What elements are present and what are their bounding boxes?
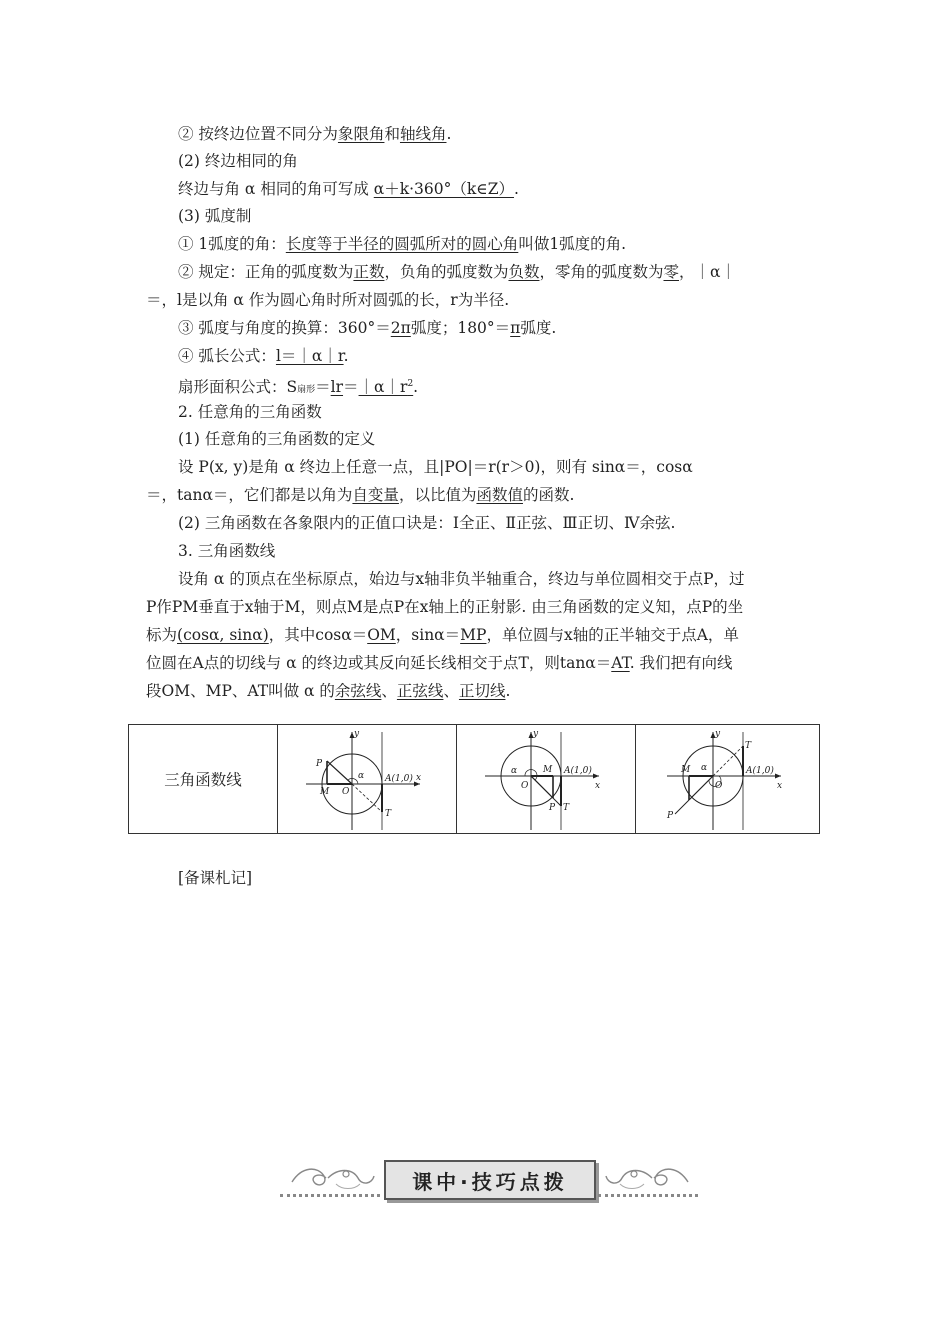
point-a-label: A(1,0) [745, 766, 774, 776]
point-p-label: P [549, 803, 556, 813]
text-line-9: ④ 弧长公式：l＝｜α｜r. [178, 347, 349, 365]
text-line-17: 设角 α 的顶点在坐标原点，始边与x轴非负半轴重合，终边与单位圆相交于点P，过 [178, 570, 745, 588]
text-line-7: ＝，l是以角 α 作为圆心角时所对圆弧的长，r为半径. [146, 291, 510, 309]
point-p-label: P [666, 811, 673, 821]
text-line-2: (2) 终边相同的角 [178, 152, 298, 170]
text-line-8: ③ 弧度与角度的换算：360°＝2π弧度；180°＝π弧度. [178, 319, 557, 337]
x-axis-label: x [595, 781, 601, 791]
figure-cell-2 [457, 725, 636, 834]
text-line-18: P作PM垂直于x轴于M，则点M是点P在x轴上的正射影. 由三角函数的定义知，点P的坐 [146, 598, 744, 616]
text-line-11: 2. 任意角的三角函数 [178, 403, 322, 421]
right-ornament-icon [602, 1160, 692, 1194]
text-line-19: 标为(cosα, sinα)，其中cosα＝OM，sinα＝MP，单位圆与x轴的正半轴交于点A，单 [146, 626, 739, 644]
text-line-12: (1) 任意角的三角函数的定义 [178, 430, 376, 448]
text-line-6: ② 规定：正角的弧度数为正数，负角的弧度数为负数，零角的弧度数为零，｜α｜ [178, 263, 736, 281]
point-m-label: M [680, 765, 690, 775]
left-ornament-icon [288, 1160, 378, 1194]
y-axis-label: y [533, 729, 539, 739]
unit-circle-figure-quadrant-2 [292, 726, 442, 832]
figure-cell-1 [278, 725, 457, 834]
y-axis-label: y [354, 729, 360, 739]
origin-label: O [714, 781, 722, 791]
origin-label: O [342, 787, 350, 797]
text-line-4: (3) 弧度制 [178, 207, 252, 225]
unit-circle-figure-quadrant-4 [653, 726, 803, 832]
text-line-10: 扇形面积公式：S扇形$=lr=|\alpha|r^2$. [178, 378, 419, 397]
left-dotted-rule [280, 1194, 380, 1200]
point-m-label: M [320, 787, 330, 797]
figure-cell-3 [636, 725, 820, 834]
text-line-1: ② 按终边位置不同分为象限角和轴线角. [178, 125, 452, 143]
alpha-label: α [700, 763, 707, 773]
right-dotted-rule [598, 1194, 698, 1200]
text-line-3: 终边与角 α 相同的角可写成 α＋k·360°（k∈Z）. [178, 180, 519, 198]
text-line-15: (2) 三角函数在各象限内的正值口诀是：Ⅰ全正、Ⅱ正弦、Ⅲ正切、Ⅳ余弦. [178, 514, 676, 532]
text-line-21: 段OM、MP、AT叫做 α 的余弦线、正弦线、正切线. [146, 682, 511, 700]
unit-circle-figure-quadrant-3 [471, 726, 621, 832]
point-m-label: M [543, 765, 553, 775]
trig-lines-table [128, 724, 820, 834]
point-p-label: P [316, 759, 323, 769]
point-t-label: T [385, 809, 392, 819]
banner-box [384, 1160, 596, 1200]
text-line-20: 位圆在A点的切线与 α 的终边或其反向延长线相交于点T，则tanα＝AT. 我们把有向线 [146, 654, 733, 672]
text-line-16: 3. 三角函数线 [178, 542, 276, 560]
x-axis-label: x [776, 781, 782, 791]
banner-title: 课中·技巧点拨 [412, 1169, 568, 1194]
point-a-label: A(1,0) [564, 766, 592, 776]
text-line-5: ① 1弧度的角：长度等于半径的圆弧所对的圆心角叫做1弧度的角. [178, 235, 627, 253]
row-label: 三角函数线 [164, 771, 242, 789]
point-t-label: T [563, 803, 570, 813]
text-line-14: ＝，tanα＝，它们都是以角为自变量，以比值为函数值的函数. [146, 486, 575, 504]
point-a-label: A(1,0) [385, 774, 413, 784]
row-label-cell [129, 725, 278, 834]
text-line-13: 设 P(x, y)是角 α 终边上任意一点，且|PO|＝r(r＞0)，则有 sinα＝，cosα [178, 458, 693, 476]
origin-label: O [521, 781, 529, 791]
alpha-label: α [511, 766, 518, 776]
point-t-label: T [744, 741, 751, 751]
y-axis-label: y [714, 729, 720, 739]
alpha-label: α [358, 771, 365, 781]
x-axis-label: x [416, 773, 422, 783]
section-banner [280, 1160, 700, 1204]
prep-notes-label: [备课札记] [178, 869, 253, 887]
